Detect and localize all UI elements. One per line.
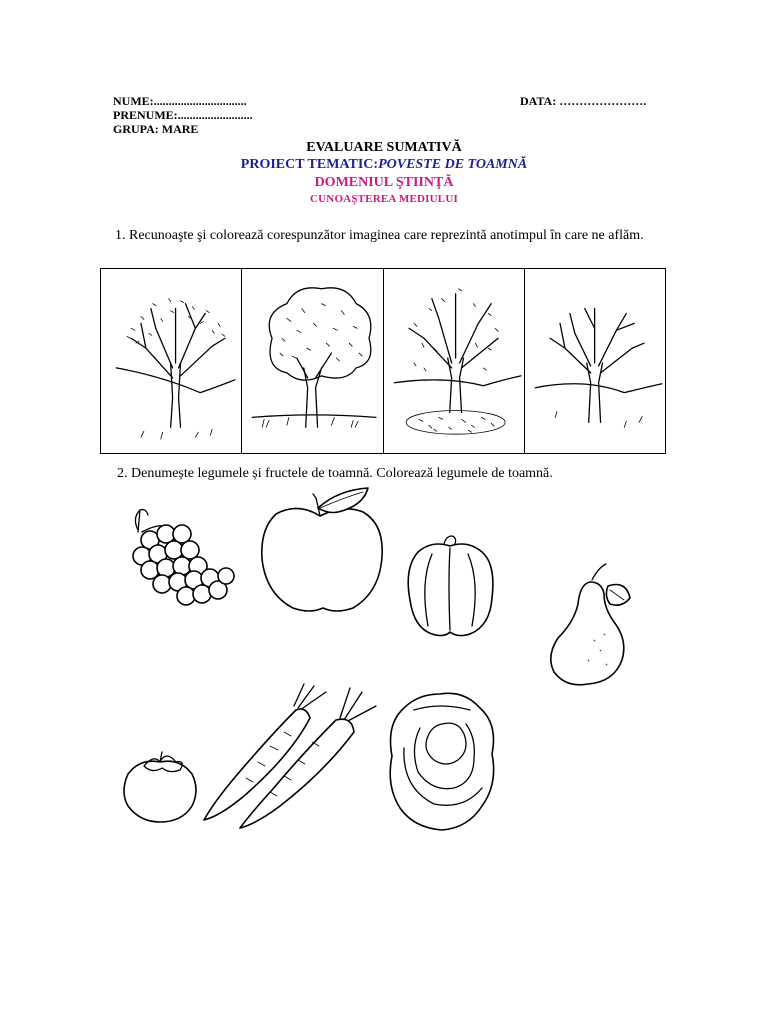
tomato-icon[interactable] [120, 748, 200, 826]
group-field: GRUPA: MARE [113, 122, 199, 136]
pear-icon[interactable] [544, 560, 636, 690]
tree-summer-icon [242, 269, 382, 453]
subdomain-title: CUNOAŞTEREA MEDIULUI [310, 193, 458, 205]
cabbage-icon[interactable] [384, 688, 500, 836]
tree-spring-icon [101, 269, 241, 453]
tree-winter-icon [525, 269, 665, 453]
carrots-icon[interactable] [200, 676, 386, 836]
tree-autumn-icon [384, 269, 524, 453]
season-cell-autumn[interactable] [383, 269, 524, 453]
season-cell-summer[interactable] [241, 269, 382, 453]
project-prefix: PROIECT TEMATIC: [240, 157, 379, 172]
grapes-icon[interactable] [120, 500, 238, 608]
project-theme: POVESTE DE TOAMNĂ [378, 157, 528, 172]
domain-title: DOMENIUL ŞTIINŢĂ [314, 175, 454, 190]
season-cell-spring[interactable] [101, 269, 241, 453]
seasons-table [100, 268, 666, 454]
task1-text: 1. Recunoaşte şi colorează corespunzător imaginea care reprezintă anotimpul în care ne aflăm. [115, 228, 644, 243]
surname-field[interactable]: PRENUME:......................... [113, 108, 253, 122]
date-field[interactable]: DATA: …………………. [520, 94, 647, 108]
name-field[interactable]: NUME:............................... [113, 94, 247, 108]
evaluation-title: EVALUARE SUMATIVĂ [306, 140, 462, 155]
task2-text: 2. Denumește legumele și fructele de toamnă. Colorează legumele de toamnă. [117, 466, 553, 481]
bell-pepper-icon[interactable] [402, 532, 498, 640]
apple-icon[interactable] [258, 484, 388, 616]
season-cell-winter[interactable] [524, 269, 665, 453]
project-title [0, 157, 768, 173]
